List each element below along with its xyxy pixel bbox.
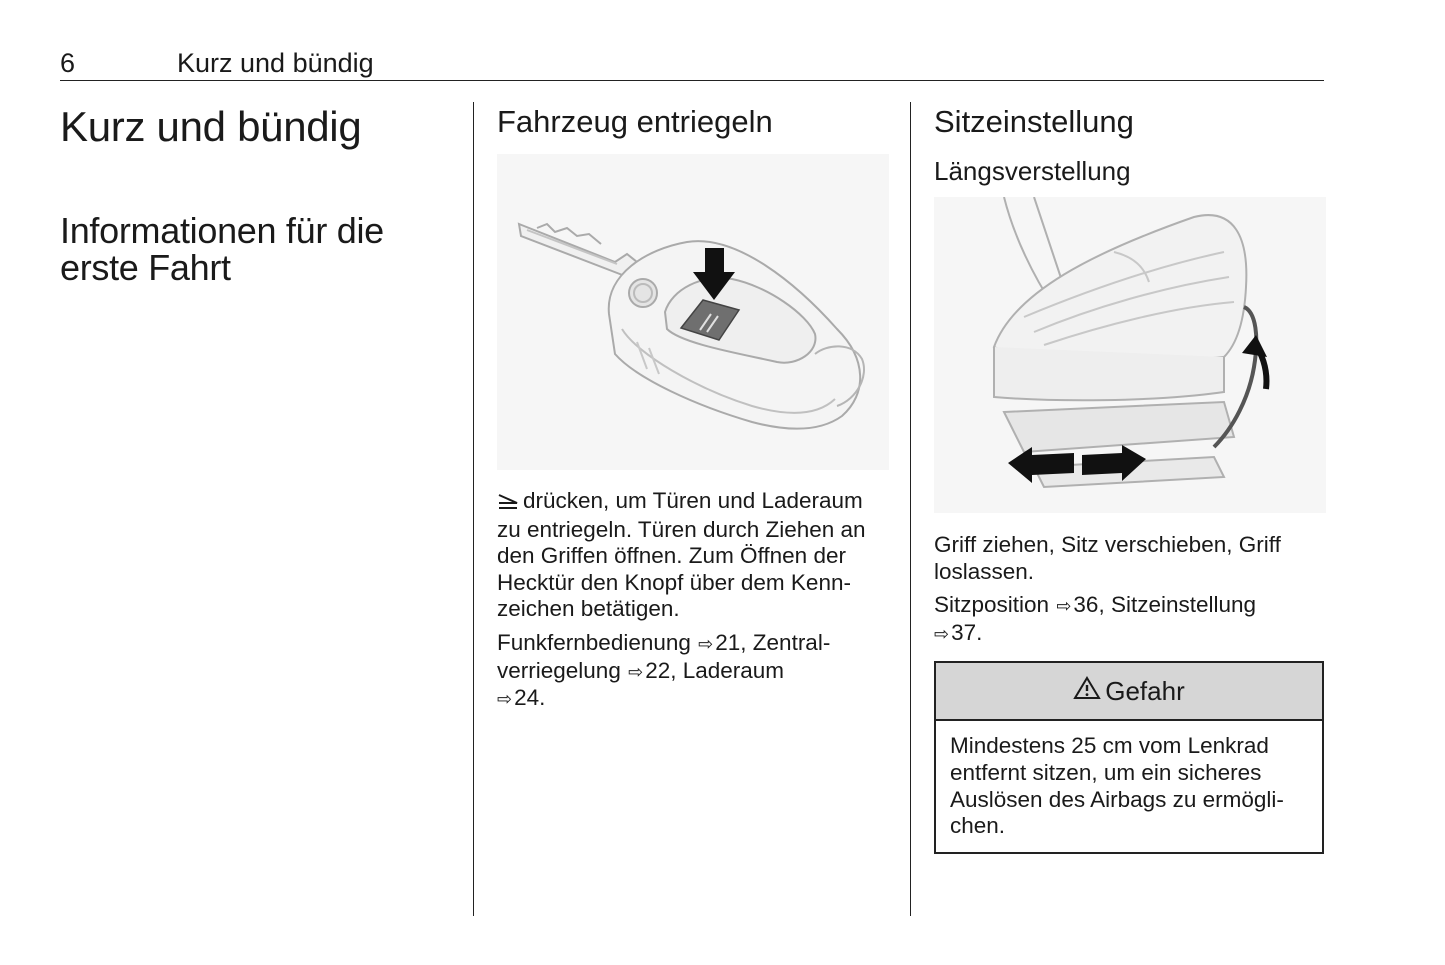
column-seat (934, 102, 1326, 854)
ref-label: Funkfernbedienung (497, 629, 691, 655)
page-number: 6 (60, 48, 76, 78)
section-title (60, 212, 455, 286)
unlock-line: den Griffen öffnen. Zum Öffnen der (497, 543, 846, 569)
danger-line: entfernt sitzen, um ein sicheres (950, 759, 1262, 785)
chapter-title: Kurz und bündig (60, 103, 362, 150)
seat-references (934, 592, 1326, 647)
ref-page: 21, Zentral- (715, 629, 831, 655)
ref-label: verriegelung (497, 657, 621, 683)
section-title-line2: erste Fahrt (60, 247, 231, 288)
unlock-button-icon (497, 490, 519, 517)
danger-text (936, 721, 1322, 851)
ref-page: 22, Laderaum (645, 657, 785, 683)
cross-reference-icon: ⇨ (1056, 596, 1072, 617)
seat-adjustment-illustration (934, 197, 1326, 513)
running-title: Kurz und bündig (177, 48, 374, 78)
seat-drawing (934, 197, 1326, 513)
page-header (60, 46, 1324, 81)
danger-notice (934, 661, 1324, 853)
topic-title: Fahrzeug entriegeln (497, 104, 773, 139)
cross-reference-icon: ⇨ (497, 689, 513, 710)
subtopic-title: Längsverstellung (934, 156, 1131, 186)
column-divider (473, 102, 474, 916)
unlock-instructions (497, 488, 889, 623)
seat-line: Griff ziehen, Sitz verschieben, Griff (934, 532, 1281, 557)
unlock-references (497, 630, 889, 713)
cross-reference-icon: ⇨ (934, 623, 950, 644)
ref-page: 37. (951, 619, 983, 645)
topic-title: Sitzeinstellung (934, 104, 1134, 139)
cross-reference-icon: ⇨ (628, 661, 644, 682)
danger-title: Gefahr (1105, 675, 1185, 706)
column-chapter (60, 102, 455, 286)
unlock-line: drücken, um Türen und Laderaum (523, 488, 863, 513)
seat-instructions (934, 532, 1326, 585)
column-unlock (497, 102, 889, 713)
ref-label: Sitzposition (934, 592, 1050, 618)
ref-page: 36, Sitzeinstellung (1073, 592, 1257, 618)
danger-line: Auslösen des Airbags zu ermögli- (950, 786, 1284, 812)
ref-page: 24. (514, 685, 546, 711)
cross-reference-icon: ⇨ (698, 633, 714, 654)
column-divider (910, 102, 911, 916)
car-key-drawing (497, 154, 889, 470)
danger-line: Mindestens 25 cm vom Lenkrad (950, 733, 1269, 759)
section-title-line1: Informationen für die (60, 210, 384, 251)
warning-triangle-icon (1073, 676, 1101, 707)
danger-header (936, 663, 1322, 721)
unlock-line: zeichen betätigen. (497, 596, 680, 622)
seat-line: loslassen. (934, 558, 1035, 584)
unlock-line: Hecktür den Knopf über dem Kenn- (497, 569, 851, 595)
car-key-illustration (497, 154, 889, 470)
unlock-line: zu entriegeln. Türen durch Ziehen an (497, 516, 866, 542)
danger-line: chen. (950, 813, 1006, 839)
